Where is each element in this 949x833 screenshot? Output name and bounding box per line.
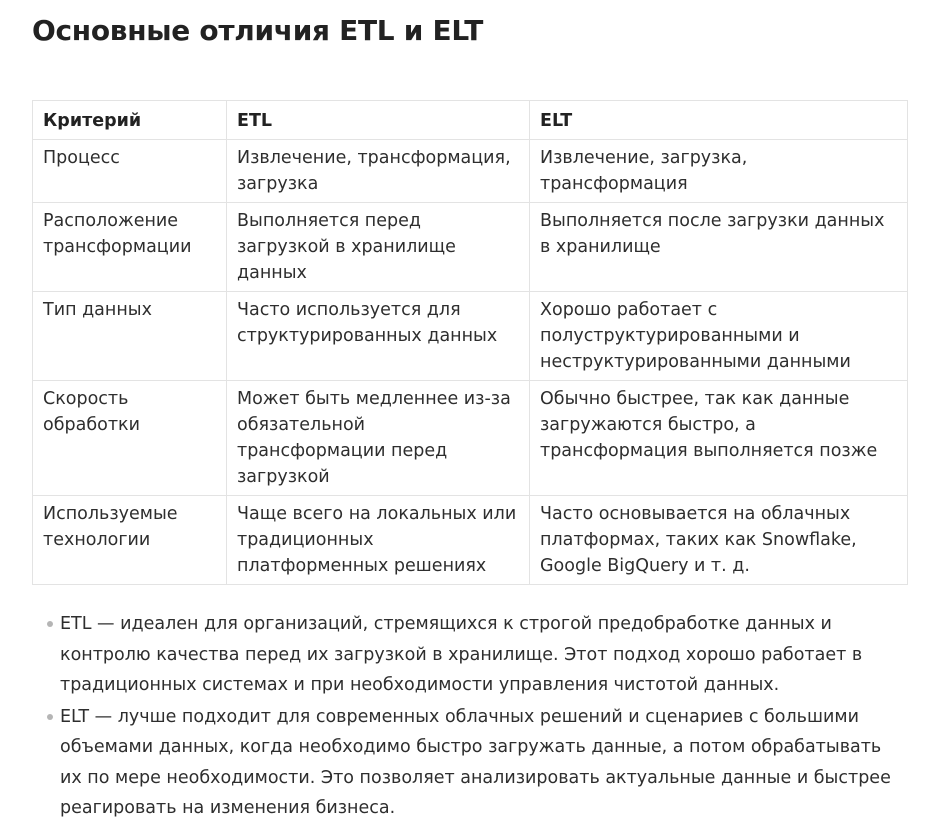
page-title: Основные отличия ETL и ELT (32, 14, 484, 47)
list-item-text: ETL — идеален для организаций, стремящихся к строгой предобработке данных и контролю качества перед их загрузкой в хранилище. Этот подход хорошо работает в традиционных системах и при необходимости управления чистотой данных. (60, 614, 863, 695)
etl-cell: Выполняется перед загрузкой в хранилище данных (227, 203, 530, 292)
criterion-cell: Используемые технологии (33, 496, 227, 585)
criterion-cell: Расположение трансформации (33, 203, 227, 292)
elt-cell: Хорошо работает с полуструктурированными и неструктурированными данными (530, 292, 908, 381)
etl-cell: Чаще всего на локальных или традиционных платформенных решениях (227, 496, 530, 585)
table-row (33, 140, 908, 203)
table-row (33, 381, 908, 496)
elt-cell: Извлечение, загрузка, трансформация (530, 140, 908, 203)
table-row (33, 292, 908, 381)
comparison-table (32, 100, 908, 585)
table-row (33, 496, 908, 585)
bullet-dot-icon (47, 714, 53, 720)
etl-cell: Может быть медленнее из-за обязательной трансформации перед загрузкой (227, 381, 530, 496)
summary-list (32, 609, 907, 825)
table-header-row (33, 101, 908, 140)
criterion-cell: Скорость обработки (33, 381, 227, 496)
header-elt: ELT (530, 101, 908, 140)
criterion-cell: Тип данных (33, 292, 227, 381)
list-item (32, 609, 907, 701)
etl-cell: Часто используется для структурированных данных (227, 292, 530, 381)
header-etl: ETL (227, 101, 530, 140)
criterion-cell: Процесс (33, 140, 227, 203)
table-row (33, 203, 908, 292)
bullet-dot-icon (47, 621, 53, 627)
list-item (32, 702, 907, 824)
elt-cell: Выполняется после загрузки данных в хранилище (530, 203, 908, 292)
etl-cell: Извлечение, трансформация, загрузка (227, 140, 530, 203)
elt-cell: Часто основывается на облачных платформах, таких как Snowflake, Google BigQuery и т. д. (530, 496, 908, 585)
header-criterion: Критерий (33, 101, 227, 140)
list-item-text: ELT — лучше подходит для современных облачных решений и сценариев с большими объемами данных, когда необходимо быстро загружать данные, а потом обрабатывать их по мере необходимости. Это позволяет анализировать актуальные данные и быстрее реагировать на изменения бизнеса. (60, 706, 891, 818)
elt-cell: Обычно быстрее, так как данные загружаются быстро, а трансформация выполняется позже (530, 381, 908, 496)
